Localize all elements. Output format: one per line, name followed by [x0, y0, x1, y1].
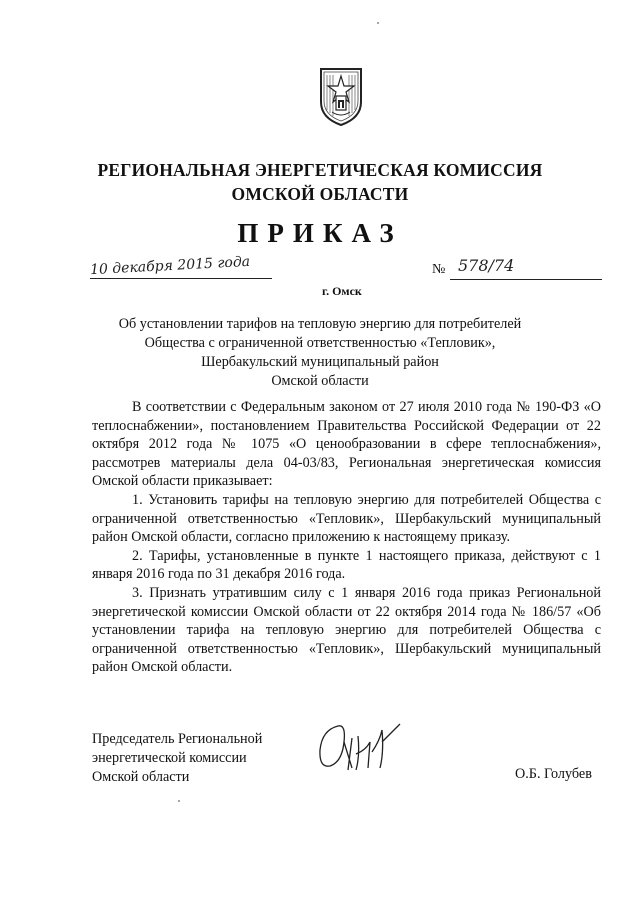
order-body [92, 398, 601, 677]
subject-line3: Шербакульский муниципальный район [201, 354, 439, 370]
position-line1: Председатель Региональной [92, 731, 263, 747]
city: г. Омск [322, 284, 362, 298]
order-subject [0, 315, 640, 391]
handwritten-number: 578/74 [458, 256, 515, 275]
item-3-paragraph: 3. Признать утратившим силу с 1 января 2016 года приказ Региональной энергетической комиссии Омской области от 22 октября 2014 года № 186/57 «Об установлении тарифа на тепловую энергию для потребителей Общества с ограниченной ответственностью «Тепловик», Шербакульский муниципальный район Омской области. [92, 584, 601, 676]
subject-line1: Об установлении тарифов на тепловую энергию для потребителей [118, 316, 522, 332]
date-underline [90, 278, 272, 279]
handwritten-signature [310, 712, 410, 780]
preamble-paragraph: В соответствии с Федеральным законом от 27 июля 2010 года № 190-ФЗ «О теплоснабжении», постановлением Правительства Российской Федерации от 22 октября 2012 года № 1075 «О ценообразовании в сфере теплоснабжения», рассмотрев материалы дела 04-03/83, Региональная энергетическая комиссия Омской области приказывает: [92, 399, 601, 490]
handwritten-date: 10 декабря 2015 года [89, 253, 251, 279]
scan-speck [178, 800, 180, 802]
signer-name: О.Б. Голубев [515, 766, 592, 782]
organization-name-line2: ОМСКОЙ ОБЛАСТИ [231, 184, 409, 204]
position-line2: энергетической комиссии [92, 750, 247, 766]
scan-speck [377, 22, 379, 24]
document-title: ПРИКАЗ [237, 218, 403, 248]
item-2-paragraph: 2. Тарифы, установленные в пункте 1 настоящего приказа, действуют с 1 января 2016 года по 31 декабря 2016 года. [92, 547, 601, 583]
organization-name-line1: РЕГИОНАЛЬНАЯ ЭНЕРГЕТИЧЕСКАЯ КОМИССИЯ [97, 160, 543, 180]
number-label: № [432, 262, 446, 277]
coat-of-arms-icon [318, 66, 364, 128]
position-line3: Омской области [92, 769, 190, 785]
subject-line2: Общества с ограниченной ответственностью «Тепловик», [144, 335, 496, 351]
number-underline [450, 279, 602, 280]
signatory-position [92, 730, 262, 787]
subject-line4: Омской области [271, 373, 369, 389]
item-1-paragraph: 1. Установить тарифы на тепловую энергию для потребителей Общества с ограниченной ответственностью «Тепловик», Шербакульский муниципальный район Омской области, согласно приложению к настоящему приказу. [92, 491, 601, 546]
